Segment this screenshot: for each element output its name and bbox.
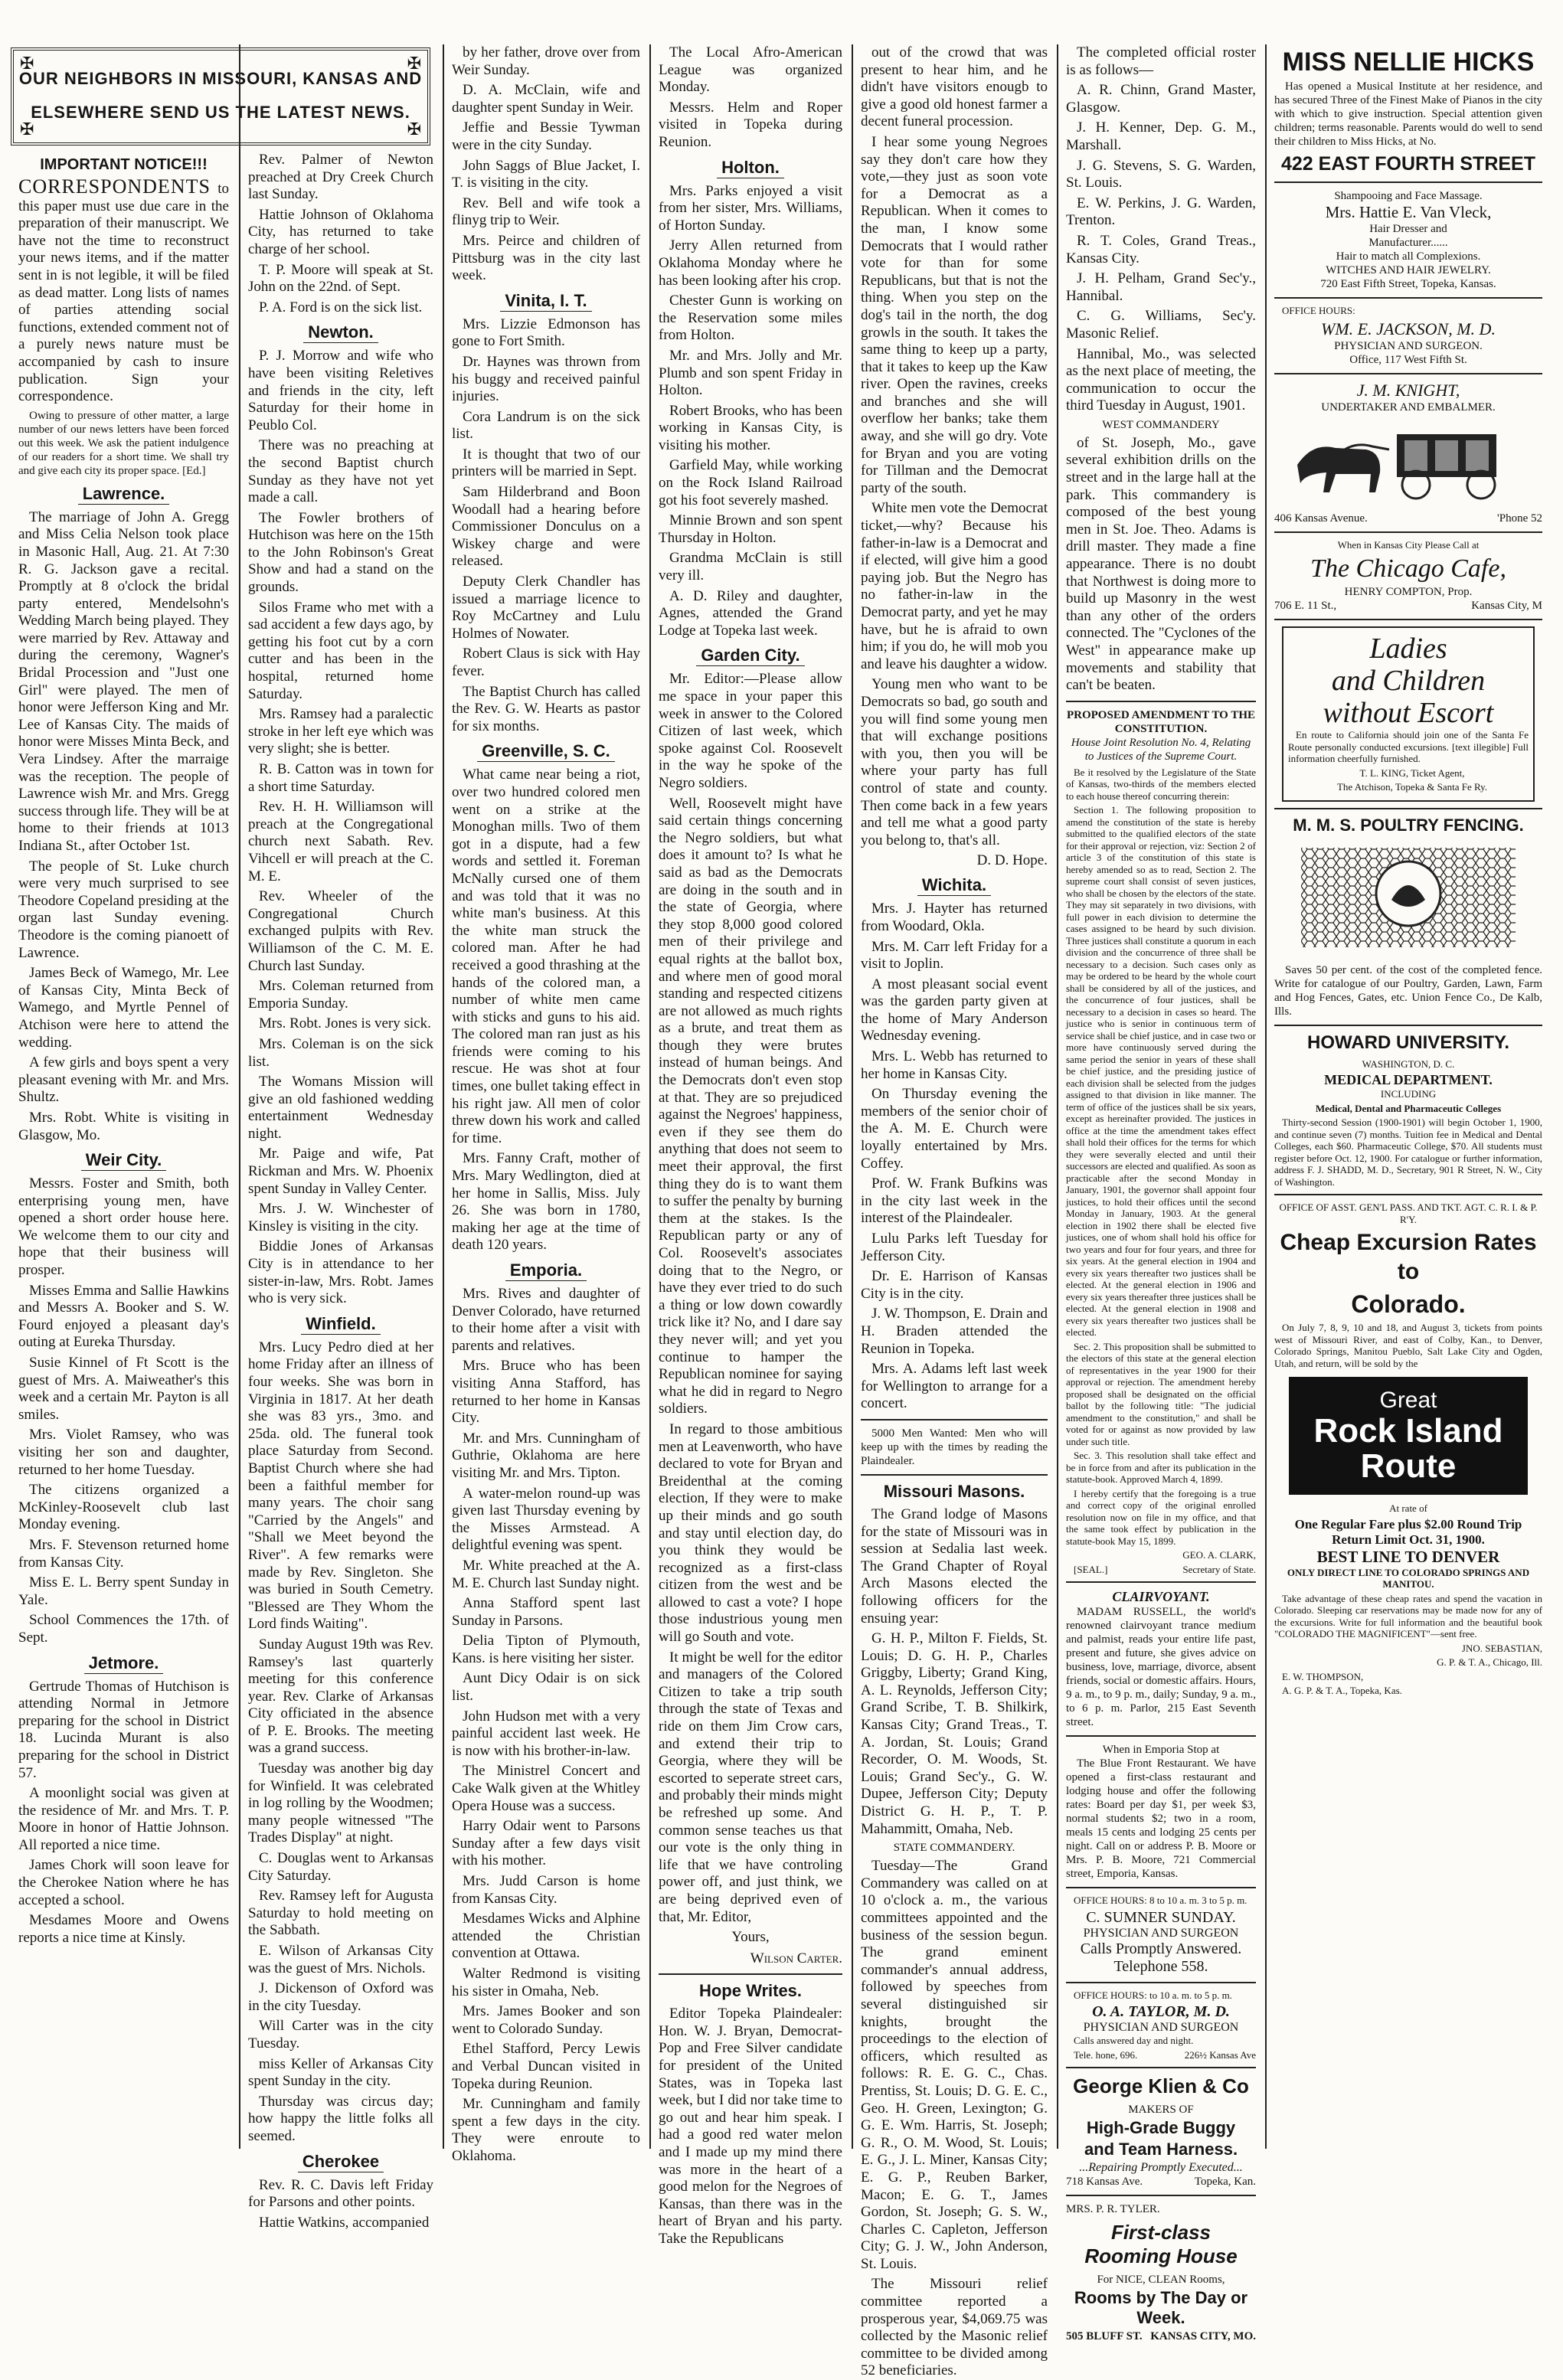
howard-text: Thirty-second Session (1900-1901) will begin October 1, 1900, and continue seven (7) months. Tuition fee in Medical and Dental Colleges, each $60. Pharmaceutic College, $70. All students must register before Oct. 12, 1900. For catalogue or further information, address F. J. SHADD, M. D., Secretary, 901 R Street, N. W., City of Washington. (1274, 1116, 1542, 1188)
vanvleck-goods: WITCHES AND HAIR JEWELRY. (1326, 264, 1491, 276)
heading-greenville: Greenville, S. C. (477, 741, 615, 762)
rock-great: Great (1379, 1388, 1437, 1413)
doctor-name: C. SUMNER SUNDAY. (1086, 1908, 1236, 1926)
news-item: School Commences the 17th. of Sept. (18, 1612, 229, 1646)
column-4 (649, 44, 850, 2247)
harness-line-3: ...Repairing Promptly Executed... (1079, 2161, 1243, 2175)
news-item: Aunt Dicy Odair is on sick list. (452, 1670, 640, 1705)
divider (1066, 1581, 1256, 1583)
rooming-street: 505 BLUFF ST. (1066, 2330, 1143, 2343)
rock-line-1: Rock Island (1313, 1412, 1503, 1450)
harness-line-2: and Team Harness. (1084, 2140, 1238, 2159)
amendment-text: Be it resolved by the Legislature of the State of Kansas, two-thirds of the members elected to each house thereof concurring therein: (1066, 766, 1256, 802)
news-item: Dr. Haynes was thrown from his buggy and received painful injuries. (452, 353, 640, 405)
divider (1274, 297, 1542, 299)
news-item: The marriage of John A. Gregg and Miss Celia Nelson took place in Masonic Hall, Aug. 21. At 7:30 R. G. Jackson gave a recital. Promptly at 8 o'clock the bridal party entered, Mendelsohn's Wedding March being played. They were married by Rev. Attaway and during the ceremony, Wagner's Bridal Procession and "Just one Girl" were played. The men of honor were Jefferson King and Mr. Lee of Kansas City. The maids of honor were Misses Minta Beck, and Vera Lindsey. After the marraige was the reception. The people of Lawrence wish Mr. and Mrs. Gregg success through life. They will be at home to their friends at 1013 Indiana St., after October 1st. (18, 508, 229, 854)
news-item: Miss E. L. Berry spent Sunday in Yale. (18, 1574, 229, 1608)
news-item: In regard to those ambitious men at Leavenworth, who have declared to vote for Bryan and Breidenthal at the coming election, If they were to make up their minds and go south and stay until election day, do you think they would be recognized as a first-class citizen from the west and be allowed to cast a vote? I hope those industrious young men will go South and vote. (659, 1420, 842, 1646)
news-item: Rev. H. H. Williamson will preach at the Congregational church next Sabath. Rev. Vihcell er will preach at the C. M. E. (248, 799, 433, 884)
roster-item: A. R. Chinn, Grand Master, Glasgow. (1066, 82, 1256, 116)
news-item: E. Wilson of Arkansas City was the guest of Mrs. Nichols. (248, 1943, 433, 1976)
news-item: Grandma McClain is still very ill. (659, 550, 842, 584)
news-item: I hear some young Negroes say they don't care how they vote,—they just as soon vote for a Democrat as a Republican. When it comes to the man, I know some Democrats that I would rather vote for than for some Republicans, but that is not the thing. When you step on the dog's tail in the north, the dog growls in the south. It takes the same thing to keep up a party, that it takes to keep up the Kaw river. Open the ravines, creeks and branches and she will overflow her banks; take them away, and she will go dry. Vote for Bryan and you are voting for Tillman and the Democrat party of the south. (861, 133, 1048, 496)
vanvleck-match: Hair to match all Complexions. (1336, 250, 1481, 263)
roster-item: J. H. Pelham, Grand Sec'y., Hannibal. (1066, 270, 1256, 304)
divider (1274, 1025, 1542, 1026)
howard-dept: MEDICAL DEPARTMENT. (1324, 1072, 1493, 1087)
news-item: Mrs. M. Carr left Friday for a visit to Joplin. (861, 938, 1048, 973)
fence-icon (1293, 840, 1523, 955)
office-hours: OFFICE HOURS: to 10 a. m. to 5 p. m. (1074, 1989, 1232, 2001)
cafe-name: The Chicago Cafe, (1310, 554, 1506, 583)
news-item: The people of St. Luke church were very much surprised to see Theodore Copeland presiding at the organ last Sunday evening. Theodore is the coming pianoett of Lawrence. (18, 858, 229, 961)
seal-label: [SEAL.] (1074, 1563, 1108, 1575)
office-hours: OFFICE HOURS: (1282, 305, 1355, 316)
news-item: Mrs. Robt. White is visiting in Glasgow, Mo. (18, 1109, 229, 1143)
news-item: miss Keller of Arkansas City spent Sunday in the city. (248, 2055, 433, 2090)
news-item: Gertrude Thomas of Hutchison is attending Normal in Jetmore preparing for the school in District 18. Lucinda Murant is also preparing for the school in District 57. (18, 1678, 229, 1781)
news-item: Mrs. Fanny Craft, mother of Mrs. Mary Wedlington, died at her home in Sallis, Miss. July 26. She was born in 1780, making her age at the time of death 120 years. (452, 1150, 640, 1254)
rates-title-1: Cheap Excursion Rates to (1280, 1230, 1537, 1284)
news-item: The Baptist Church has called the Rev. G. W. Hearts as pastor for six months. (452, 683, 640, 734)
news-item: Rev. R. C. Davis left Friday for Parsons and other points. (248, 2176, 433, 2211)
emporia-stop: When in Emporia Stop at (1102, 1744, 1220, 1757)
divider (659, 1973, 842, 1975)
news-item: by her father, drove over from Weir Sunday. (452, 44, 640, 78)
weir-items (18, 1175, 229, 1646)
news-item: Hannibal, Mo., was selected as the next place of meeting, the communication to occur the third Tuesday in August, 1901. (1066, 345, 1256, 414)
rock-line-2: Route (1360, 1447, 1457, 1485)
heading-newton: Newton. (303, 322, 378, 343)
column-1 (11, 47, 237, 2152)
news-item: Mr. White preached at the A. M. E. Church last Sunday night. (452, 1557, 640, 1591)
doctor-contact (1066, 2049, 1256, 2061)
amendment-footer (1066, 1564, 1256, 1576)
amendment-signer: GEO. A. CLARK, (1182, 1549, 1256, 1561)
hearse-icon (1282, 419, 1535, 503)
news-item: P. A. Ford is on the sick list. (259, 299, 423, 315)
news-item: The completed official roster is as follows— (1066, 44, 1256, 78)
news-item: Mrs. F. Stevenson returned home from Kansas City. (18, 1536, 229, 1571)
news-item: Editor Topeka Plaindealer: Hon. W. J. Bryan, Democrat-Pop and Free Silver candidate for president of the United States, was in Topeka last week, but I did nor take time to go out and hear him speak. I had a good red water melon and I made up my mind there was more in the heart of a good melon for the Negroes of Kansas, than there was in the heart of Bryan and his party. Take the Republicans (659, 2006, 842, 2247)
harness-line-1: High-Grade Buggy (1086, 2118, 1236, 2138)
howard-colleges: Medical, Dental and Pharmaceutic Colleges (1315, 1102, 1502, 1114)
news-item: Harry Odair went to Parsons Sunday after a few days visit with his mother. (452, 1818, 640, 1869)
divider (1274, 619, 1542, 620)
news-item: Mesdames Moore and Owens reports a nice time at Kinsly. (18, 1912, 229, 1946)
news-item: James Chork will soon leave for the Cherokee Nation where he has accepted a school. (18, 1857, 229, 1908)
heading-lawrence: Lawrence. (78, 484, 170, 505)
clairvoyant-title: CLAIRVOYANT. (1112, 1589, 1210, 1605)
news-item: Rev. Palmer of Newton preached at Dry Creek Church last Sunday. (248, 152, 433, 203)
ladies-agent: T. L. KING, Ticket Agent, (1359, 767, 1465, 779)
banner-line-1: OUR NEIGHBORS IN MISSOURI, KANSAS AND (18, 69, 423, 88)
news-item: Mrs. Lizzie Edmonson has gone to Fort Smith. (452, 315, 640, 350)
secretary-label: Secretary of State. (1182, 1563, 1256, 1575)
ornament-icon: ✠ (20, 54, 34, 73)
cafe-address (1274, 599, 1542, 613)
news-item: Mrs. Parks enjoyed a visit from her sister, Mrs. Williams, of Horton Sunday. (659, 182, 842, 234)
news-item: The Missouri relief committee reported a prosperous year, $4,069.75 was collected by the Masonic relief committee to be divided among 52 beneficiaries. (861, 2276, 1048, 2379)
rock-signer-2-title: A. G. P. & T. A., Topeka, Kas. (1282, 1685, 1402, 1696)
banner-line-2: ELSEWHERE SEND US THE LATEST NEWS. (31, 103, 410, 122)
cafe-owner: HENRY COMPTON, Prop. (1344, 586, 1473, 598)
rooming-sub: For NICE, CLEAN Rooms, (1097, 2274, 1225, 2287)
amendment-text: I hereby certify that the foregoing is a true and correct copy of the original enrolled resolution now on file in my office, and that the same took effect by publication in the statute-book May 15, 1899. (1066, 1487, 1256, 1547)
news-item: Walter Redmond is visiting his sister in Omaha, Neb. (452, 1965, 640, 1999)
doctor-calls: Calls Promptly Answered. (1080, 1940, 1242, 1957)
letter-closing: Yours, (731, 1929, 770, 1946)
doctor-calls: Calls answered day and night. (1074, 2035, 1194, 2047)
news-item: What came near being a riot, over two hundred colored men went on a strike at the Monoghan mills. Two of them got in a dispute, had a few words and settled it. Foreman McNally cursed one of them and was told that it was no white man's business. At this the white man struck the colored man. After he had received a good thrashing at the hands of the colored man, a number of white men came with sticks and guns to his aid. The colored man ran just as his friends were coming to his rescue. He was shot at four times, one bullet taking effect in his right jaw. All men of color threw down his work and called for time. (452, 767, 640, 1146)
harness-address (1066, 2175, 1256, 2189)
vanvleck-name: Mrs. Hattie E. Van Vleck, (1325, 203, 1492, 221)
rock-text: Take advantage of these cheap rates and spend the vacation in Colorado. Sleeping car reservations may be made now for any of the excursions. Write for full information and the beautiful book "COLORADO THE MAGNIFICENT"—sent free. (1274, 1592, 1542, 1640)
rooming-address (1066, 2329, 1256, 2343)
column-6 (1057, 44, 1264, 2343)
news-item: Susie Kinnel of Ft Scott is the guest of Mrs. A. Maiweather's this week and a certain Mr. Payton is all smiles. (18, 1355, 229, 1423)
heading-holton: Holton. (717, 158, 784, 178)
harness-makers: MAKERS OF (1128, 2104, 1194, 2117)
cafe-pre: When in Kansas City Please Call at (1337, 538, 1480, 551)
letter-signature: D. D. Hope. (976, 852, 1048, 869)
doctor-name: O. A. TAYLOR, M. D. (1092, 2003, 1230, 2021)
amendment-text: Sec. 2. This proposition shall be submitted to the electors of this state at the general election of representatives in the year 1900 for their approval or rejection. The amendment hereby proposed shall be designated on the official ballot by the following title: "The judicial amendment to the constitution," and shall be voted for or against as now provided by law under such title. (1066, 1340, 1256, 1447)
news-item: White men vote the Democrat ticket,—why? Because his father-in-law is a Democrat and if elected, will give him a good paying job. But the Negro has no father-in-law in the Democrat party, and yet he may have, but he is afraid to own him; if you do, he will mob you and leave his daughter a widow. (861, 500, 1048, 672)
doctor-title: PHYSICIAN AND SURGEON (1083, 1926, 1239, 1940)
jetmore-items (18, 1679, 229, 1947)
amendment-title: PROPOSED AMENDMENT TO THE CONSTITUTION. (1066, 708, 1256, 735)
hicks-text: Has opened a Musical Institute at her residence, and has secured Three of the Finest Make of Pianos in the city with which to give instruction. Special attention given children; terms reasonable. Parents would do well to send their children to Miss Hicks, at No. (1274, 80, 1542, 148)
ladies-railway: The Atchison, Topeka & Santa Fe Ry. (1336, 781, 1488, 793)
news-item: Mrs. Rives and daughter of Denver Colorado, have returned to their home after a visit with parents and relatives. (452, 1286, 640, 1354)
roster-item: J. G. Stevens, S. G. Warden, St. Louis. (1066, 157, 1256, 191)
vanvleck-service: Shampooing and Face Massage. (1334, 190, 1483, 202)
news-item: Tuesday was another big day for Winfield. It was celebrated in log rolling by the Woodmen; many people witnessed "The Trades Display" at night. (248, 1760, 433, 1846)
news-item: Mrs. L. Webb has returned to her home in Kansas City. (861, 1048, 1048, 1082)
ladies-line-3: without Escort (1323, 697, 1494, 729)
heading-garden-city: Garden City. (696, 646, 804, 666)
heading-jetmore: Jetmore. (84, 1653, 164, 1674)
rooming-rooms: Rooms by The Day or Week. (1074, 2288, 1248, 2328)
divider (1274, 1194, 1542, 1195)
rooming-owner: MRS. P. R. TYLER. (1066, 2203, 1160, 2216)
heading-hope-writes: Hope Writes. (698, 1981, 803, 2001)
vanvleck-address: 720 East Fifth Street, Topeka, Kansas. (1320, 278, 1496, 290)
undertaker-contact (1274, 512, 1542, 525)
rock-best: BEST LINE TO DENVER (1316, 1547, 1500, 1566)
news-item: A most pleasant social event was the garden party given at the home of Mary Anderson Wednesday evening. (861, 976, 1048, 1045)
news-item: Well, Roosevelt might have said certain things concerning the Negro soldiers, but what does it amount to? Is what he said as bad as the Democrats are doing in the south and in the state of Georgia, where they stop 8,000 good colored men of their privilege and equal rights at the ballot box, and where men of good moral standing and respected citizens are not allowed as much rights as a brute, and treat them as though they were brutes instead of human beings. And the Democrats don't even stop at that. They are so prejudiced against the Negroes' happiness, even if they see them do anything that does not seem to meet their approval, the first thing they do is to want them to suffer the penalty by burning them at the stakes. Is the Republican party or any of Col. Roosevelt's associates doing that to the Negro, or have they ever tried to do such a thing or low down cowardly trick like it? No, and I dare say they never will; and yet you continue to hamper the Republican nominee for saying what he did in regard to Negro soldiers. (659, 795, 842, 1417)
news-item: Mrs. Violet Ramsey, who was visiting her son and daughter, returned to her home Tuesday. (18, 1427, 229, 1478)
news-item: Mrs. J. Hayter has returned from Woodard, Okla. (861, 901, 1048, 934)
office-hours: OFFICE HOURS: 8 to 10 a. m. 3 to 5 p. m. (1074, 1895, 1247, 1907)
news-item: Chester Gunn is working on the Reservation some miles from Holton. (659, 293, 842, 344)
cafe-street: 706 E. 11 St., (1274, 600, 1337, 612)
news-item: Delia Tipton of Plymouth, Kans. is here visiting her sister. (452, 1633, 640, 1666)
divider (861, 1419, 1048, 1420)
rooming-city: KANSAS CITY, MO. (1150, 2330, 1256, 2343)
notice-p2: Owing to pressure of other matter, a large number of our news letters have been forced out this week. We ask the patient indulgence of our readers for a short time. We shall try and give each city its proper space. [Ed.] (18, 409, 229, 477)
news-item: Prof. W. Frank Bufkins was in the city last week in the interest of the Plaindealer. (861, 1175, 1048, 1227)
news-item: Robert Brooks, who has been working in Kansas City, is visiting his mother. (659, 402, 842, 453)
lawrence-items (18, 509, 229, 1144)
news-item: The Ministrel Concert and Cake Walk given at the Whitley Opera House was a success. (452, 1763, 640, 1814)
news-item: The citizens organized a McKinley-Roosevelt club last Monday evening. (18, 1482, 229, 1533)
doctor-office: Office, 117 West Fifth St. (1349, 353, 1467, 366)
roster-item: C. G. Williams, Sec'y. Masonic Relief. (1066, 308, 1256, 342)
column-7-ads (1265, 44, 1550, 2149)
undertaker-title: UNDERTAKER AND EMBALMER. (1321, 400, 1496, 414)
news-item: Mr. Editor:—Please allow me space in your paper this week in answer to the Colored Citizen of last week, which spoke against Col. Roosevelt in the way he spoke of the Negro soldiers. (659, 671, 842, 791)
news-item: Rev. Ramsey left for Augusta Saturday to hold meeting on the Sabbath. (248, 1888, 433, 1939)
rock-only: ONLY DIRECT LINE TO COLORADO SPRINGS AND MANITOU. (1287, 1566, 1530, 1590)
howard-city: WASHINGTON, D. C. (1362, 1058, 1455, 1070)
notice-title: IMPORTANT NOTICE!!! (40, 156, 208, 173)
news-item: Anna Stafford spent last Sunday in Parsons. (452, 1595, 640, 1629)
news-item: Mrs. Bruce who has been visiting Anna Stafford, has returned to her home in Kansas City. (452, 1358, 640, 1427)
rock-signer-1: JNO. SEBASTIAN, (1461, 1642, 1542, 1654)
howard-incl: INCLUDING (1380, 1088, 1437, 1100)
news-item: Jeffie and Bessie Tywman were in the city Sunday. (452, 119, 640, 153)
news-item: Mr. Paige and wife, Pat Rickman and Mrs. W. Phoenix spent Sunday in Valley Center. (248, 1146, 433, 1197)
news-item: D. A. McClain, wife and daughter spent Sunday in Weir. (452, 82, 640, 116)
cafe-city: Kansas City, M (1471, 600, 1542, 612)
news-item: Mrs. James Booker and son went to Colorado Sunday. (452, 2003, 640, 2037)
news-item: A moonlight social was given at the residence of Mr. and Mrs. T. P. Moore in honor of Hattie Johnson. All reported a nice time. (18, 1785, 229, 1853)
divider (1066, 2195, 1256, 2196)
news-item: Minnie Brown and son spent Thursday in Holton. (659, 512, 842, 546)
news-item: John Saggs of Blue Jacket, I. T. is visiting in the city. (452, 157, 640, 191)
undertaker-phone: 'Phone 52 (1497, 512, 1542, 525)
heading-wichita: Wichita. (917, 875, 991, 896)
news-item: Mrs. Peirce and children of Pittsburg was in the city last week. (452, 232, 640, 284)
news-item: Lulu Parks left Tuesday for Jefferson City. (861, 1231, 1048, 1264)
divider (861, 1474, 1048, 1476)
news-item: C. Douglas went to Arkansas City Saturday. (248, 1850, 433, 1884)
news-item: The Local Afro-American League was organized Monday. (659, 44, 842, 96)
news-item: Mrs. Ramsey had a paralectic stroke in her left eye which was very slight; she is better. (248, 706, 433, 757)
column-3 (443, 44, 648, 2164)
news-item: It is thought that two of our printers will be married in Sept. (452, 446, 640, 480)
news-item: Sam Hilderbrand and Boon Woodall had a hearing before Commissioner Donculus on a Wiskey charge and were released. (452, 484, 640, 570)
poultry-text: Saves 50 per cent. of the cost of the completed fence. Write for catalogue of our Poultry, Garden, Lawn, Farm and Hog Fences, Gates, etc. Union Fence Co., De Kalb, Ills. (1274, 963, 1542, 1018)
news-item: Rev. Wheeler of the Congregational Church exchanged pulpits with Rev. Williamson of the C. M. E. Church last Sunday. (248, 888, 433, 974)
news-item: Jerry Allen returned from Oklahoma Monday where he has been looking after his crop. (659, 237, 842, 289)
santa-fe-ad (1282, 626, 1535, 802)
news-item: Dr. E. Harrison of Kansas City is in the city. (861, 1268, 1048, 1302)
news-item: Will Carter was in the city Tuesday. (248, 2018, 433, 2051)
divider (1066, 1887, 1256, 1888)
rock-island-logo (1289, 1377, 1528, 1495)
vanvleck-title-1: Hair Dresser and (1369, 223, 1447, 235)
roster-item: J. H. Kenner, Dep. G. M., Marshall. (1066, 119, 1256, 153)
ornament-icon: ✠ (20, 119, 34, 139)
column-5 (852, 44, 1055, 2379)
notice-head: CORRESPONDENTS (18, 175, 211, 198)
news-item: G. H. P., Milton F. Fields, St. Louis; D. G. H. P., Charles Griggby, Liberty; Grand King, A. L. Reynolds, Jefferson City; Grand Scribe, T. B. Shilkirk, Kansas City; Grand Treas., T. A. Jordan, St. Louis; Grand Recorder, O. M. Woods, St. Louis; Grand Sec'y., G. W. Dupee, Jefferson City; Deputy District G. H. P., T. P. Mahammitt, Omaha, Neb. (861, 1630, 1048, 1837)
news-item: Deputy Clerk Chandler has issued a marriage licence to Roy McCartney and Lulu Holmes of Nowater. (452, 574, 640, 642)
news-item: Messrs. Helm and Roper visited in Topeka during Reunion. (659, 99, 842, 150)
news-item: R. B. Catton was in town for a short time Saturday. (248, 761, 433, 795)
hearse-image (1274, 419, 1542, 507)
news-item: Mrs. Coleman is on the sick list. (248, 1035, 433, 1070)
news-item: A few girls and boys spent a very pleasant evening with Mr. and Mrs. Shultz. (18, 1054, 229, 1106)
news-item: A. D. Riley and daughter, Agnes, attended the Grand Lodge at Topeka last week. (659, 587, 842, 639)
roster-item: E. W. Perkins, J. G. Warden, Trenton. (1066, 195, 1256, 229)
news-item: P. J. Morrow and wife who have been visiting Reletives and friends in the city, left Saturday for their home in Peublo Col. (248, 348, 433, 433)
doctor-phone: Tele. hone, 696. (1074, 2048, 1138, 2061)
vanvleck-title-2: Manufacturer...... (1368, 237, 1448, 249)
news-item: Rev. Bell and wife took a flinyg trip to Weir. (452, 195, 640, 229)
news-item: Mr. Cunningham and family spent a few days in the city. They were enroute to Oklahoma. (452, 2096, 640, 2164)
ladies-line-2: and Children (1331, 665, 1486, 697)
divider (1274, 531, 1542, 533)
news-item: The Womans Mission will give an old fashioned wedding entertainment Wednesday night. (248, 1074, 433, 1142)
news-item: Hattie Watkins, accompanied (259, 2214, 430, 2231)
news-item: It might be well for the editor and managers of the Colored Citizen to take a trip south through the state of Texas and ride on them Jim Crow cars, and extend their trip to Georgia, where they will be escorted to seperate street cars, and probably their minds might be refreshed up some. And common sense teaches us that our vote is the only thing in life that we have controling power off, and just think, we are being deprived even of that, Mr. Editor, (659, 1649, 842, 1925)
heading-missouri-masons: Missouri Masons. (883, 1481, 1025, 1501)
rooming-house-title: First-class Rooming House (1084, 2221, 1238, 2268)
news-item: James Beck of Wamego, Mr. Lee of Kansas City, Minta Beck of Wamego, and Myrtle Pennel of Atchison were here to attend the wedding. (18, 965, 229, 1051)
heading-winfield: Winfield. (301, 1314, 380, 1335)
amendment-text: Sec. 3. This resolution shall take effect and be in force from and after its publication in the statute-book. Approved March 4, 1899. (1066, 1450, 1256, 1486)
news-item: Mrs. Lucy Pedro died at her home Friday after an illness of four weeks. She was born in Virginia in 1817. At her death she was 83 yrs., 3mo. and 25da. old. The funeral took place Saturday from Second. Baptist Church where she had been a faithful member for many years. The choir sang "Carried by the Angels" and "Shall we Meet beyond the River". A few remarks were made by Rev. Singleton. She was buried in South Cemetry. "Blessed are They Whom the Lord finds Waiting". (248, 1339, 433, 1633)
doctor-name: WM. E. JACKSON, M. D. (1321, 319, 1496, 338)
harness-street: 718 Kansas Ave. (1066, 2176, 1143, 2189)
clairvoyant-ad: MADAM RUSSELL, the world's renowned clairvoyant trance medium and palmist, reads your entire life past, present and future, she gives advice on business, love, marriage, divorce, absent friends, social or domestic affairs. Hours, 9 a. m., to 9 p. m., daily; Sunday, 9 a. m., to 6 p. m. Parlor, 215 East Seventh street. (1066, 1606, 1256, 1729)
roster-item: R. T. Coles, Grand Treas., Kansas City. (1066, 232, 1256, 266)
news-item: The Grand lodge of Masons for the state of Missouri was in session at Sedalia last week. The Grand Chapter of Royal Arch Masons elected the following officers for the ensuing year: (861, 1505, 1048, 1626)
heading-vinita: Vinita, I. T. (500, 291, 591, 312)
divider (1066, 701, 1256, 702)
news-item: out of the crowd that was present to hear him, and he didn't have visitors enougb to give a good old honest farmer a decent funeral procession. (861, 44, 1048, 130)
divider (1274, 181, 1542, 183)
amendment-text: Section 1. The following proposition to amend the constitution of the state is hereby submitted to the qualified electors of the state for their approval or rejection, viz: Section 2 of article 3 of the constitution of this state is hereby amended so as to read, Section 2. The supreme court shall consist of seven justices, who shall be chosen by the electors of the state. They may sit separately in two divisions, with full power in each division to determine the cases assigned to be heard by such division. Three justices shall constitute a quorum in each division and the concurrence of three shall be necessary to a decision. Such cases only as may be ordered to be heard by the whole court shall be considered by all of the justices, and the concurrence of four justices, shall be necessary to a decision in cases so heard. The justice who is senior in continuous term of service shall be chief justice, and in case two or more have continuously served during the same period the senior in years of these shall be chief justice, and the presiding justice of each division shall be selected from the judges assigned to that division in like manner. The term of office of the justices shall be six years, except as hereinafter provided. The justices in office at the time the amendment takes effect shall hold their offices for the terms for which they were severally elected and until their successors are elected and qualified. As soon as practicable after the second Monday in January, 1901, the governor shall appoint four justices, to hold their offices until the second Monday in January, 1903. At the general election in 1902 there shall be elected five justices, one of whom shall hold his office for two years and four for four years, and three for six years. At the general election in 1904 and every six years thereafter two justices shall be elected. At the general election in 1906 and every six years thereafter three justices shall be elected. At the general election in 1908 and every six years thereafter two justices shall be elected. (1066, 804, 1256, 1339)
news-item: Garfield May, while working on the Rock Island Railroad got his foot severely mashed. (659, 457, 842, 508)
ornament-icon: ✠ (407, 54, 421, 73)
news-item: Cora Landrum is on the sick list. (452, 408, 640, 443)
news-item: of St. Joseph, Mo., gave several exhibition drills on the street and in the large hall at the park. This commandery is composed of the best young men in St. Joe. Theo. Adams is drill master. They made a fine appearance. There is no doubt that Northwest is doing more to build up Masonry in the west than any other of the orders connected. The "Cyclones of the West" in appearance make up movements and stability that can't be beaten. (1066, 434, 1256, 694)
ladies-line-1: Ladies (1369, 633, 1447, 665)
news-item: Robert Claus is sick with Hay fever. (452, 646, 640, 679)
news-item: J. W. Thompson, E. Drain and H. Braden attended the Reunion in Topeka. (861, 1306, 1048, 1357)
howard-name: HOWARD UNIVERSITY. (1306, 1031, 1510, 1053)
ladies-text: En route to California should join one of the Santa Fe Route personally conducted excursions. [text illegible] Full information cheerfully furnished. (1288, 729, 1529, 764)
harness-city: Topeka, Kan. (1194, 2176, 1256, 2189)
divider (1066, 1735, 1256, 1737)
divider (1274, 373, 1542, 374)
heading-weir-city: Weir City. (81, 1150, 166, 1171)
news-item: J. Dickenson of Oxford was in the city Tuesday. (248, 1980, 433, 2014)
news-item: Mrs. Judd Carson is home from Kansas City. (452, 1873, 640, 1907)
hicks-address: 422 EAST FOURTH STREET (1281, 153, 1535, 175)
undertaker-address: 406 Kansas Avenue. (1274, 512, 1368, 525)
news-item: A water-melon round-up was given last Thursday evening by the Misses Armstead. A delightful evening was spent. (452, 1485, 640, 1554)
notice-body: to this paper must use due care in the preparation of their manuscript. We have not the time to reconstruct your news items, and if the matter sent in is not legible, it will be filed as dead matter. Long lists of names of parties attending social functions, extended comment not of a purely news nature must be accompanied by cash to insure publication. Sign your correspondence. (18, 181, 229, 405)
news-item: Mesdames Wicks and Alphine attended the Christian convention at Ottawa. (452, 1911, 640, 1962)
news-item: Young men who want to be Democrats so bad, go south and you will find some young men that will exchange positions with you, then you will be where your party has full control of state and county. Then come back in a few years and tell me what a good party you belong to, that's all. (861, 676, 1048, 848)
harness-company: George Klien & Co (1073, 2074, 1249, 2098)
news-item: T. P. Moore will speak at St. John on the 22nd. of Sept. (248, 261, 433, 296)
news-item: Mrs. A. Adams left last week for Wellington to arrange for a concert. (861, 1361, 1048, 1412)
rock-signer-2: E. W. THOMPSON, (1282, 1670, 1364, 1682)
news-item: Mrs. J. W. Winchester of Kinsley is visiting in the city. (248, 1201, 433, 1234)
news-item: Hattie Johnson of Oklahoma City, has returned to take charge of her school. (248, 206, 433, 257)
men-wanted-notice: 5000 Men Wanted: Men who will keep up with the times by reading the Plaindealer. (861, 1427, 1048, 1467)
news-item: John Hudson met with a very painful accident last week. He is now with his brother-in-law. (452, 1708, 640, 1759)
letter-signature: Wilson Carter. (750, 1950, 842, 1967)
news-item: Silos Frame who met with a sad accident a few days ago, by getting his foot cut by a corn cutter and has been in the hospital, returned home Saturday. (248, 599, 433, 702)
news-item: The Fowler brothers of Hutchison was here on the 15th to the John Robinson's Great Show and had a stand on the grounds. (248, 509, 433, 596)
rock-return: Return Limit Oct. 31, 1900. (1332, 1532, 1485, 1547)
doctor-address: 226½ Kansas Ave (1184, 2048, 1256, 2061)
news-item: Mrs. Coleman returned from Emporia Sunday. (248, 978, 433, 1012)
heading-emporia: Emporia. (505, 1260, 587, 1281)
rates-office: OFFICE OF ASST. GEN'L PASS. AND TKT. AGT. C. R. I. & P. R'Y. (1279, 1201, 1538, 1225)
news-item: Thursday was circus day; how happy the little folks all seemed. (248, 2093, 433, 2144)
rock-rate-pre: At rate of (1389, 1502, 1427, 1514)
news-item: Sunday August 19th was Rev. Ramsey's last quarterly meeting for this conference year. Rev. Clarke of Arkansas City officiated in the absence of P. E. Brooks. The meeting was a grand success. (248, 1636, 433, 1757)
news-item: Mr. and Mrs. Jolly and Mr. Plumb and son spent Friday in Holton. (659, 347, 842, 399)
news-item: Tuesday—The Grand Commandery was called on at 10 o'clock a. m., the various committees appointed and the business of the session begun. The grand eminent commander's annual address, followed by speeches from several distinguished sir knights, brought the proceedings to the election of officers, which resulted as follows: R. E. G. C., Chas. Prentiss, St. Louis; D. G. E. C., Geo. H. Green, Lexington; G. G. E. Wm. Harris, St. Joseph; G. R., O. M. Wood, St. Louis; E. G., J. L. Miner, Kansas City; E. G. P., Reuben Barker, Macon; E. G. T., James Gordon, St. Joseph; G. S. W., Charles C. Capleton, Jefferson City; G. J. W., John Anderson, St. Louis. (861, 1858, 1048, 2272)
news-item: Misses Emma and Sallie Hawkins and Messrs A. Booker and S. W. Fourd enjoyed a pleasant day's outing at Eureka Thursday. (18, 1282, 229, 1351)
rock-signer-1-title: G. P. & T. A., Chicago, Ill. (1437, 1656, 1542, 1668)
divider (1066, 1982, 1256, 1983)
divider (1274, 808, 1542, 809)
amendment-subtitle: House Joint Resolution No. 4, Relating to Justices of the Supreme Court. (1071, 736, 1251, 763)
news-item: There was no preaching at the second Baptist church Sunday as they have not yet made a call. (248, 437, 433, 506)
divider (1066, 2067, 1256, 2068)
undertaker-name: J. M. KNIGHT, (1356, 380, 1460, 400)
doctor-title: PHYSICIAN AND SURGEON (1083, 2021, 1239, 2035)
subheading-state-commandery: STATE COMMANDERY. (893, 1842, 1015, 1855)
ornament-icon: ✠ (407, 119, 421, 139)
doctor-title: PHYSICIAN AND SURGEON. (1334, 339, 1483, 352)
news-item: Mr. and Mrs. Cunningham of Guthrie, Oklahoma are here visiting Mr. and Mrs. Tipton. (452, 1430, 640, 1481)
news-item: Ethel Stafford, Percy Lewis and Verbal Duncan visited in Topeka during Reunion. (452, 2041, 640, 2092)
heading-cherokee: Cherokee (298, 2152, 384, 2172)
news-item: On Thursday evening the members of the senior choir of the A. M. E. Church were loyally entertained by Mrs. Coffey. (861, 1086, 1048, 1172)
rates-title-2: Colorado. (1351, 1290, 1466, 1318)
subheading-west-commandery: WEST COMMANDERY (1102, 418, 1220, 431)
doctor-phone: Telephone 558. (1113, 1957, 1208, 1975)
hicks-name: MISS NELLIE HICKS (1282, 47, 1535, 77)
poultry-title: M. M. S. POULTRY FENCING. (1293, 815, 1524, 835)
news-item: Messrs. Foster and Smith, both enterprising young men, have opened a short order house here. We welcome them to our city and hope that their business will prosper. (18, 1175, 229, 1279)
restaurant-ad: The Blue Front Restaurant. We have opened a first-class restaurant and lodging house and offer the following rates: Board per day $1, per week $3, normal students $2; two in a room, meals 15 cents and lodging 25 cents per night. Call on or address P. B. Moore or Mrs. P. B. Moore, 721 Commercial street, Emporia, Kansas. (1066, 1757, 1256, 1881)
news-item: Biddie Jones of Arkansas City is in attendance to her sister-in-law, Mrs. Robt. James who is very sick. (248, 1238, 433, 1307)
rock-rate: One Regular Fare plus $2.00 Round Trip (1294, 1516, 1522, 1532)
news-item: Mrs. Robt. Jones is very sick. (259, 1015, 431, 1032)
column-2 (239, 44, 441, 2231)
rates-text: On July 7, 8, 9, 10 and 18, and August 3, tickets from points west of Missouri River, and east of Colby, Kan., to Denver, Colorado Springs, Manitou Pueblo, Salt Lake City and Ogden, Utah, and return, will be sold by the (1274, 1322, 1542, 1369)
fence-image (1274, 840, 1542, 959)
